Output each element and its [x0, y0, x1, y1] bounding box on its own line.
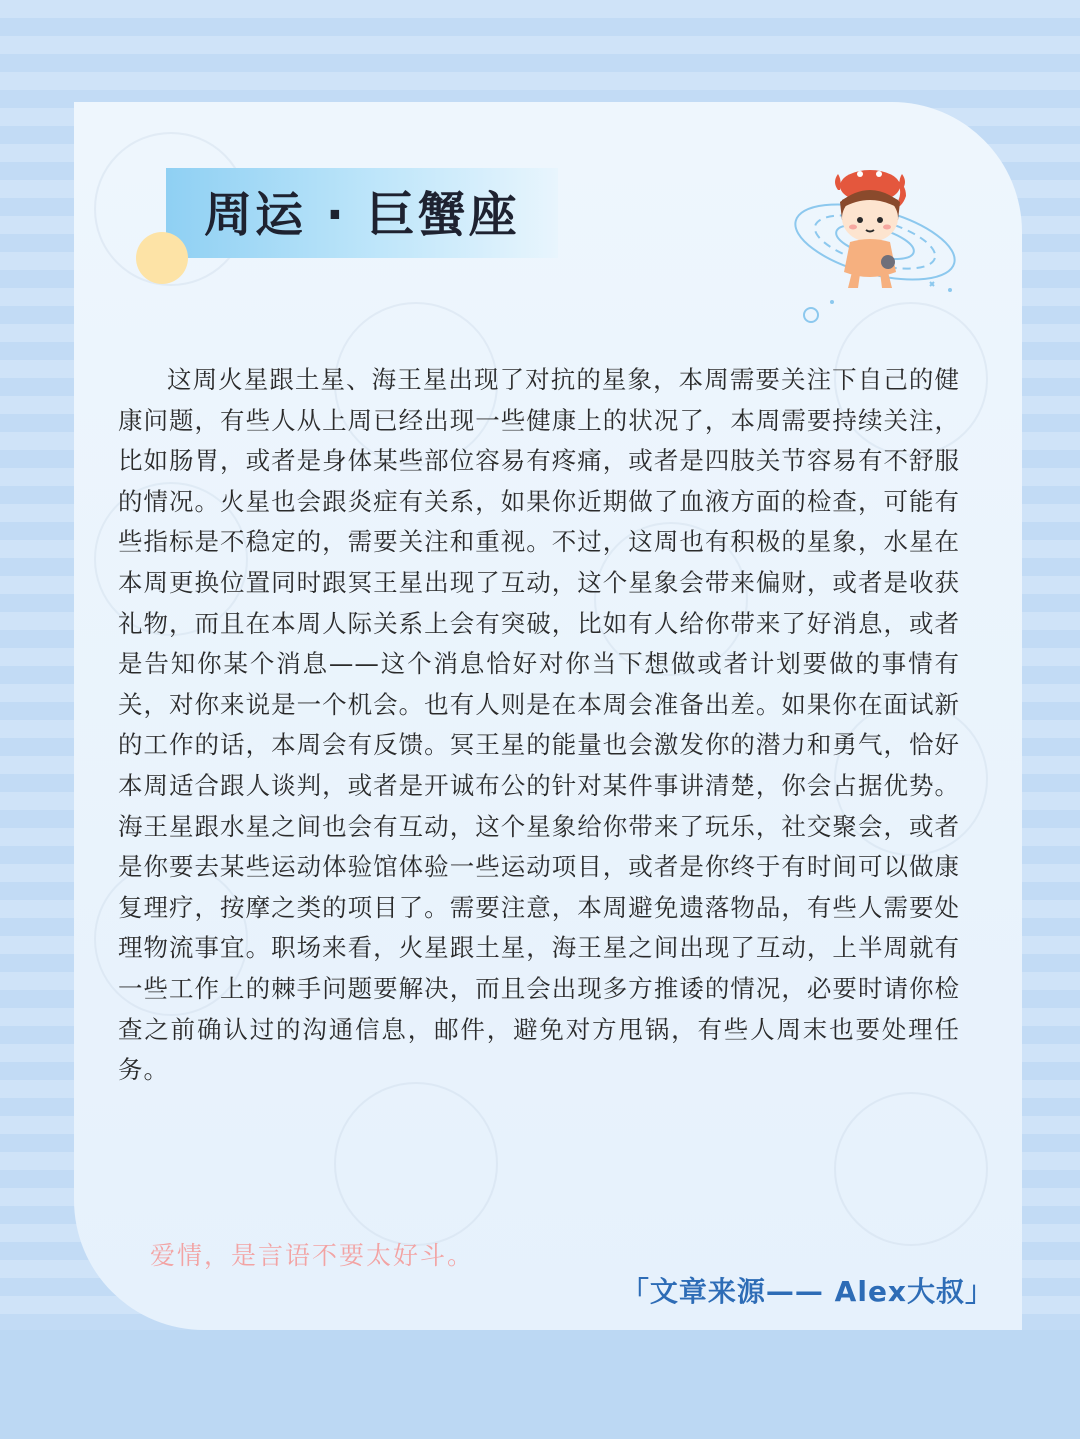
cancer-mascot-illustration	[780, 150, 970, 340]
love-note: 爱情，是言语不要太好斗。	[150, 1241, 475, 1270]
page-title: 周运 · 巨蟹座	[204, 187, 520, 243]
bottom-band	[0, 1330, 1080, 1439]
watermark-circle	[834, 1092, 988, 1246]
horoscope-body-text: 这周火星跟土星、海王星出现了对抗的星象，本周需要关注下自己的健康问题，有些人从上周已经出现一些健康上的状况了，本周需要持续关注，比如肠胃，或者是身体某些部位容易有疼痛，或者是四肢关节容易有不舒服的情况。火星也会跟炎症有关系，如果你近期做了血液方面的检查，可能有些指标是不稳定的，需要关注和重视。不过，这周也有积极的星象，水星在本周更换位置同时跟冥王星出现了互动，这个星象会带来偏财，或者是收获礼物，而且在本周人际关系上会有突破，比如有人给你带来了好消息，或者是告知你某个消息——这个消息恰好对你当下想做或者计划要做的事情有关，对你来说是一个机会。也有人则是在本周会准备出差。如果你在面试新的工作的话，本周会有反馈。冥王星的能量也会激发你的潜力和勇气，恰好本周适合跟人谈判，或者是开诚布公的针对某件事讲清楚，你会占据优势。海王星跟水星之间也会有互动，这个星象给你带来了玩乐，社交聚会，或者是你要去某些运动体验馆体验一些运动项目，或者是你终于有时间可以做康复理疗，按摩之类的项目了。需要注意，本周避免遗落物品，有些人需要处理物流事宜。职场来看，火星跟土星，海王星之间出现了互动，上半周就有一些工作上的棘手问题要解决，而且会出现多方推诿的情况，必要时请你检查之前确认过的沟通信息，邮件，避免对方甩锅，有些人周末也要处理任务。	[118, 365, 960, 1085]
watermark-circle	[334, 1082, 498, 1246]
article-source: 「文章来源—— Alex大叔」	[620, 1275, 994, 1308]
title-accent-dot	[136, 232, 188, 284]
